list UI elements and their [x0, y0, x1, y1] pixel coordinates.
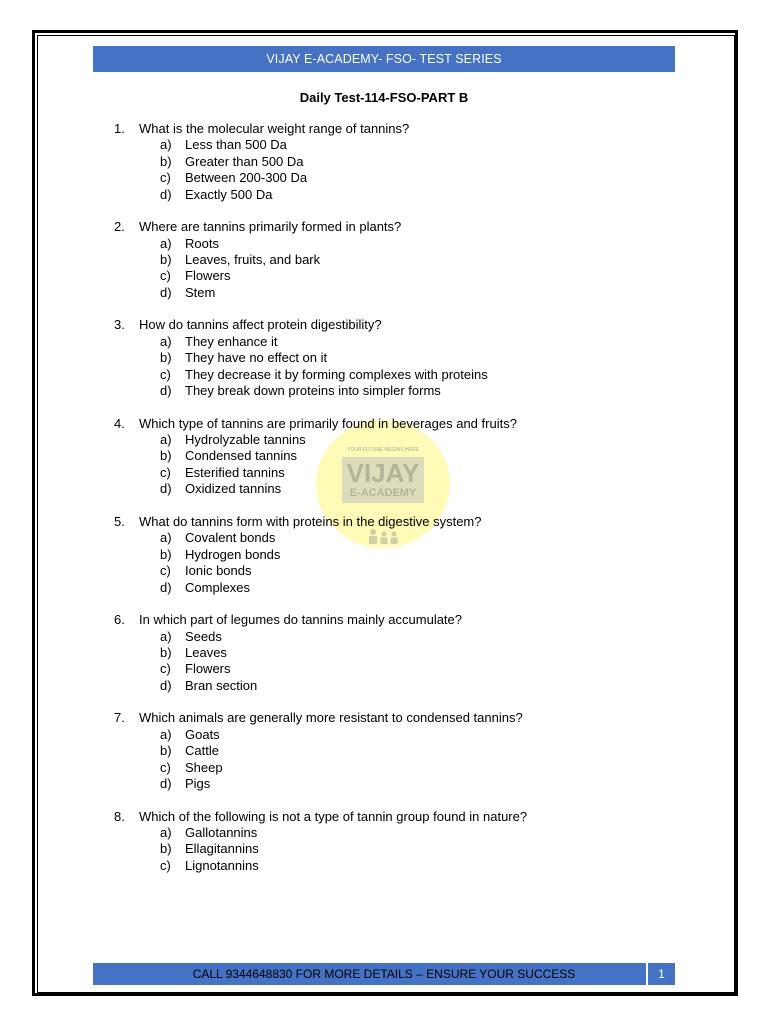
answer-option — [114, 252, 674, 268]
option-letter: d) — [160, 579, 172, 595]
answer-option — [114, 170, 674, 186]
question-item — [114, 612, 674, 694]
option-text: They enhance it — [185, 333, 278, 349]
option-text: Gallotannins — [185, 824, 258, 840]
option-text: They decrease it by forming complexes with proteins — [185, 366, 488, 382]
question-line — [114, 710, 674, 726]
answer-option — [114, 678, 674, 694]
option-text: Goats — [185, 726, 220, 742]
option-letter: b) — [160, 448, 172, 464]
answer-option — [114, 825, 674, 841]
question-number: 4. — [114, 415, 125, 431]
question-text: Which animals are generally more resistant to condensed tannins? — [139, 710, 523, 726]
question-item — [114, 809, 674, 875]
option-letter: c) — [160, 464, 171, 480]
option-text: Lignotannins — [185, 857, 259, 873]
answer-option — [114, 580, 674, 596]
question-item — [114, 121, 674, 203]
question-line — [114, 416, 674, 432]
option-text: Complexes — [185, 579, 251, 595]
option-text: Greater than 500 Da — [185, 153, 304, 169]
option-letter: d) — [160, 186, 172, 202]
option-text: Sheep — [185, 759, 223, 775]
question-item — [114, 317, 674, 399]
option-letter: a) — [160, 137, 172, 153]
option-letter: c) — [160, 759, 171, 775]
option-letter: b) — [160, 743, 172, 759]
answer-option — [114, 563, 674, 579]
option-letter: c) — [160, 170, 171, 186]
answer-option — [114, 383, 674, 399]
question-number: 1. — [114, 121, 125, 136]
option-text: Esterified tannins — [185, 464, 285, 480]
option-text: Covalent bonds — [185, 530, 276, 546]
option-letter: a) — [160, 726, 172, 742]
question-item — [114, 710, 674, 792]
option-text: Seeds — [185, 628, 222, 644]
answer-option — [114, 645, 674, 661]
option-letter: a) — [160, 432, 172, 448]
question-text: What is the molecular weight range of tannins? — [139, 121, 410, 136]
watermark-sub: E-ACADEMY — [349, 487, 417, 499]
answer-option — [114, 432, 674, 448]
answer-option — [114, 236, 674, 252]
option-letter: b) — [160, 546, 172, 562]
option-text: Stem — [185, 284, 216, 300]
option-text: They break down proteins into simpler forms — [185, 383, 441, 399]
answer-option — [114, 760, 674, 776]
answer-option — [114, 285, 674, 301]
question-text: Which type of tannins are primarily found in beverages and fruits? — [139, 415, 517, 431]
option-text: Pigs — [185, 775, 211, 791]
answer-option — [114, 187, 674, 203]
question-line — [114, 317, 674, 333]
answer-option — [114, 334, 674, 350]
option-letter: d) — [160, 481, 172, 497]
option-text: Less than 500 Da — [185, 137, 287, 153]
question-text: How do tannins affect protein digestibility? — [139, 317, 382, 333]
option-letter: d) — [160, 284, 172, 300]
question-line — [114, 809, 674, 825]
answer-option — [114, 530, 674, 546]
question-text: What do tannins form with proteins in the digestive system? — [139, 513, 482, 529]
answer-option — [114, 661, 674, 677]
question-line — [114, 612, 674, 628]
question-number: 8. — [114, 808, 125, 824]
answer-option — [114, 367, 674, 383]
question-number: 7. — [114, 710, 125, 726]
option-letter: c) — [160, 563, 171, 579]
option-letter: c) — [160, 661, 171, 677]
option-text: Between 200-300 Da — [185, 170, 308, 186]
document-title: Daily Test-114-FSO-PART B — [299, 90, 469, 105]
answer-option — [114, 743, 674, 759]
question-text: In which part of legumes do tannins mainly accumulate? — [139, 612, 463, 628]
option-letter: d) — [160, 677, 172, 693]
answer-option — [114, 547, 674, 563]
watermark-name: VIJAY — [346, 458, 420, 488]
answer-option — [114, 154, 674, 170]
option-text: Oxidized tannins — [185, 481, 282, 497]
option-text: Flowers — [185, 268, 231, 284]
option-letter: a) — [160, 235, 172, 251]
header-banner: VIJAY E-ACADEMY- FSO- TEST SERIES — [93, 46, 675, 72]
question-item — [114, 514, 674, 596]
option-letter: a) — [160, 628, 172, 644]
option-text: Condensed tannins — [185, 448, 298, 464]
question-text: Where are tannins primarily formed in plants? — [139, 219, 402, 235]
question-list — [114, 121, 674, 890]
option-text: Cattle — [185, 743, 219, 759]
question-item — [114, 416, 674, 498]
question-number: 5. — [114, 513, 125, 529]
option-text: Roots — [185, 235, 219, 251]
question-number: 6. — [114, 612, 125, 628]
option-letter: b) — [160, 252, 172, 268]
answer-option — [114, 858, 674, 874]
option-letter: b) — [160, 350, 172, 366]
option-letter: d) — [160, 775, 172, 791]
answer-option — [114, 448, 674, 464]
option-text: Exactly 500 Da — [185, 186, 273, 202]
footer-text: CALL 9344648830 FOR MORE DETAILS – ENSURE YOUR SUCCESS — [192, 967, 576, 981]
option-letter: c) — [160, 268, 171, 284]
question-line — [114, 219, 674, 235]
option-letter: c) — [160, 857, 171, 873]
question-item — [114, 219, 674, 301]
option-letter: d) — [160, 383, 172, 399]
option-text: Leaves — [185, 644, 227, 660]
question-line — [114, 121, 674, 137]
option-letter: a) — [160, 530, 172, 546]
option-letter: b) — [160, 644, 172, 660]
answer-option — [114, 350, 674, 366]
answer-option — [114, 629, 674, 645]
option-text: Hydrogen bonds — [185, 546, 281, 562]
answer-option — [114, 776, 674, 792]
option-letter: a) — [160, 333, 172, 349]
answer-option — [114, 841, 674, 857]
option-text: They have no effect on it — [185, 350, 328, 366]
answer-option — [114, 465, 674, 481]
question-number: 2. — [114, 219, 125, 235]
question-text: Which of the following is not a type of tannin group found in nature? — [139, 808, 528, 824]
answer-option — [114, 268, 674, 284]
option-text: Leaves, fruits, and bark — [185, 252, 321, 268]
question-line — [114, 514, 674, 530]
question-number: 3. — [114, 317, 125, 333]
answer-option — [114, 727, 674, 743]
option-text: Hydrolyzable tannins — [185, 432, 306, 448]
page-number: 1 — [658, 967, 665, 981]
option-letter: c) — [160, 366, 171, 382]
option-text: Flowers — [185, 661, 231, 677]
watermark-tagline: YOUR FUTURE BEGINS HERE — [347, 447, 419, 453]
answer-option — [114, 481, 674, 497]
option-letter: b) — [160, 153, 172, 169]
option-text: Ellagitannins — [185, 841, 259, 857]
option-letter: b) — [160, 841, 172, 857]
option-text: Bran section — [185, 677, 258, 693]
option-letter: a) — [160, 824, 172, 840]
answer-option — [114, 137, 674, 153]
option-text: Ionic bonds — [185, 563, 252, 579]
